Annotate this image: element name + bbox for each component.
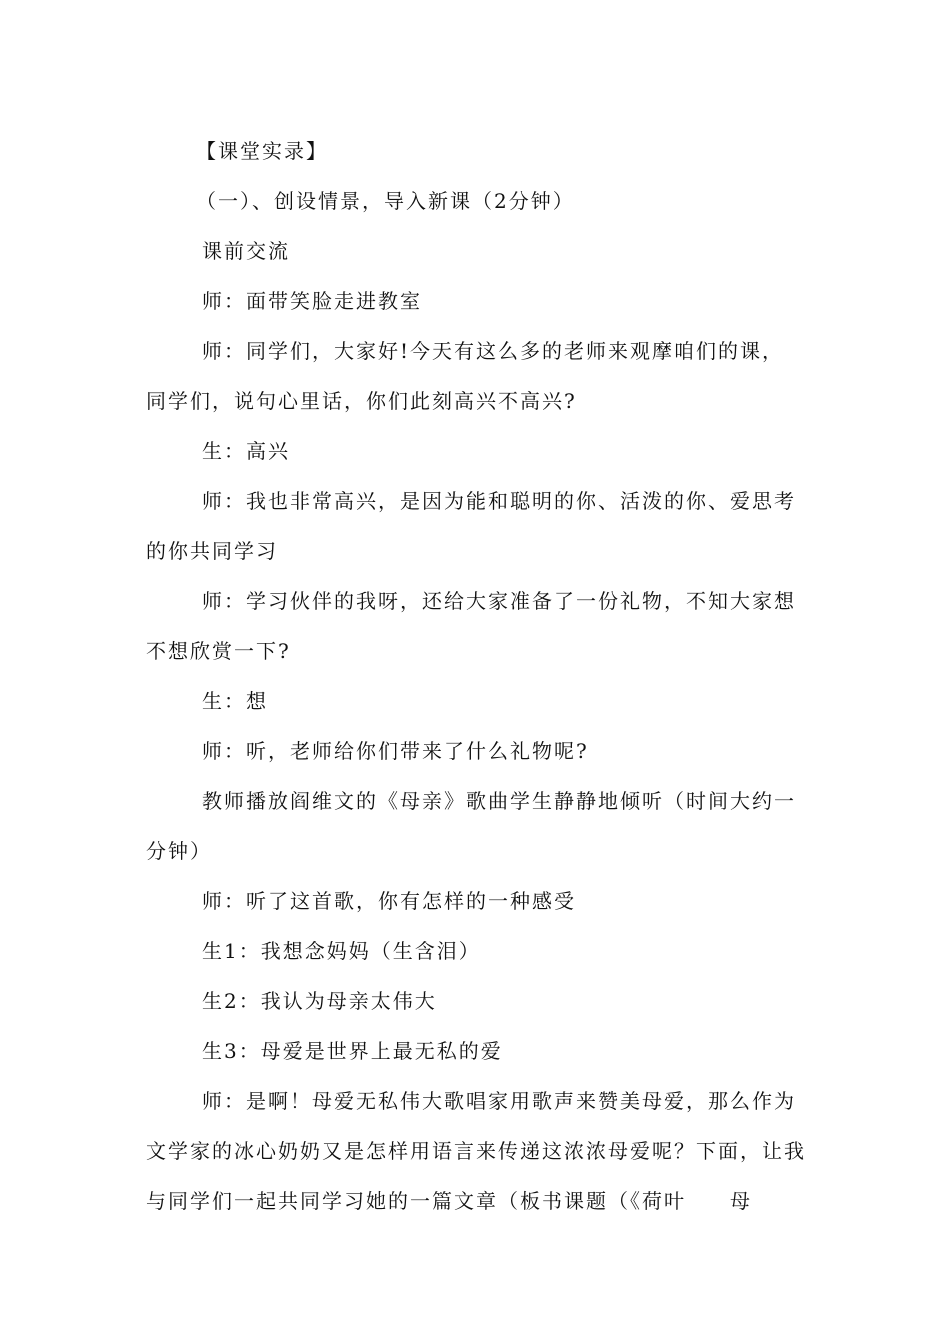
paragraph: 师：学习伙伴的我呀，还给大家准备了一份礼物，不知大家想不想欣赏一下? <box>146 589 796 663</box>
paragraph: 生1：我想念妈妈（生含泪） <box>202 939 481 963</box>
paragraph: 生3：母爱是世界上最无私的爱 <box>202 1039 503 1063</box>
document-body <box>146 126 806 1226</box>
paragraph: 生2：我认为母亲太伟大 <box>202 989 437 1013</box>
paragraph: 生：想 <box>202 689 268 713</box>
paragraph: 课前交流 <box>202 239 290 263</box>
paragraph: 教师播放阎维文的《母亲》歌曲学生静静地倾听（时间大约一分钟） <box>146 789 796 863</box>
paragraph: 师：我也非常高兴，是因为能和聪明的你、活泼的你、爱思考的你共同学习 <box>146 489 796 563</box>
paragraph: 师：听，老师给你们带来了什么礼物呢? <box>202 739 589 763</box>
section-heading-1: （一）、创设情景，导入新课（2分钟） <box>196 189 575 213</box>
paragraph: 师：面带笑脸走进教室 <box>202 289 422 313</box>
paragraph: 师：是啊！母爱无私伟大歌唱家用歌声来赞美母爱，那么作为文学家的冰心奶奶又是怎样用语言来传递这浓浓母爱呢？下面，让我与同学们一起共同学习她的一篇文章（板书课题（《荷叶 母 <box>146 1089 806 1213</box>
paragraph: 生：高兴 <box>202 439 290 463</box>
paragraph: 师：同学们，大家好!今天有这么多的老师来观摩咱们的课，同学们，说句心里话，你们此刻高兴不高兴? <box>146 339 785 413</box>
section-title: 【课堂实录】 <box>196 139 328 163</box>
paragraph: 师：听了这首歌，你有怎样的一种感受 <box>202 889 576 913</box>
